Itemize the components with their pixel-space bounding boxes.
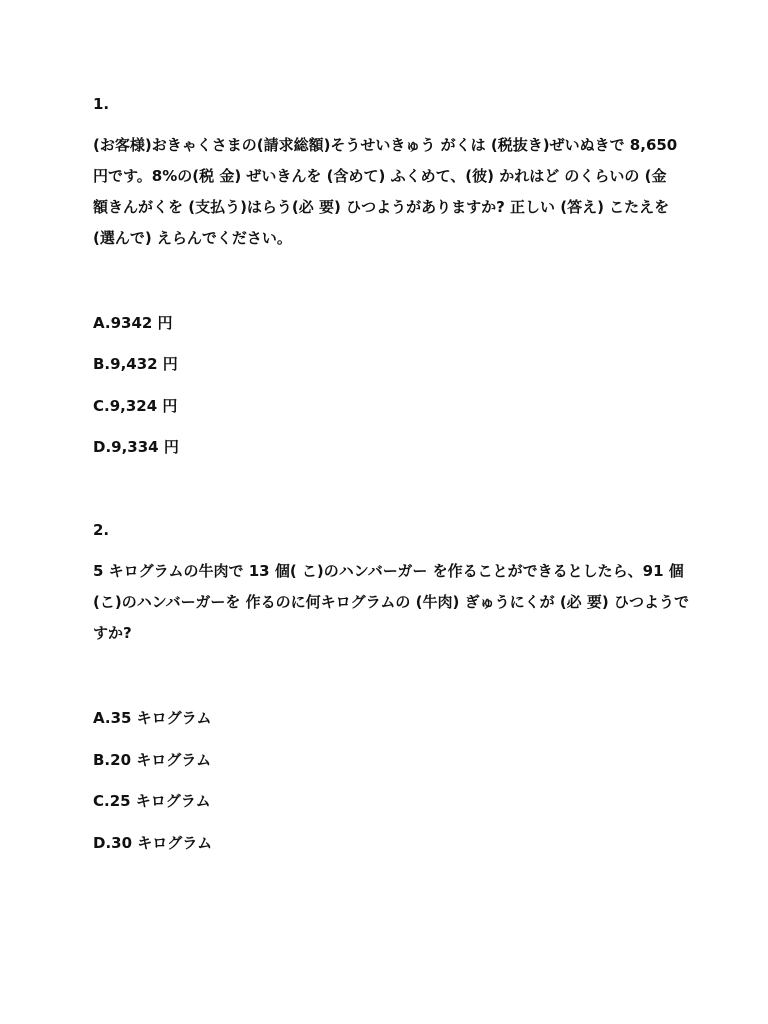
question-1-line-4: (選んで) えらんでください。 [93, 229, 292, 247]
question-1-line-1: (お客様)おきゃくさまの(請求総額)そうせいきゅう がくは (税抜き)ぜいぬきで 8,650 [93, 136, 678, 154]
question-1-option-c: C.9,324 円 [93, 397, 178, 415]
question-2-text [93, 556, 689, 649]
question-1-line-3: 額きんがくを (支払う)はらう(必 要) ひつようがありますか? 正しい (答え) こたえを [93, 198, 670, 216]
question-2-option-b: B.20 キログラム [93, 751, 212, 769]
question-1-line-2: 円です。8%の(税 金) ぜいきんを (含めて) ふくめて、(彼) かれはど のくらいの (金 [93, 167, 667, 185]
question-1-number: 1. [93, 95, 110, 113]
question-1-option-a: A.9342 円 [93, 314, 173, 332]
question-1-text [93, 130, 683, 254]
question-1-option-b: B.9,432 円 [93, 355, 178, 373]
question-2-line-3: すか? [93, 624, 132, 642]
question-2-option-d: D.30 キログラム [93, 834, 213, 852]
question-1-option-d: D.9,334 円 [93, 438, 179, 456]
question-2-option-c: C.25 キログラム [93, 792, 211, 810]
question-2-option-a: A.35 キログラム [93, 709, 212, 727]
question-2-number: 2. [93, 521, 110, 539]
question-2-line-1: 5 キログラムの牛肉で 13 個( こ)のハンバーガー を作ることができるとしたら、91 個 [93, 562, 684, 580]
question-2-line-2: (こ)のハンバーガーを 作るのに何キログラムの (牛肉) ぎゅうにくが (必 要) ひつようで [93, 593, 689, 611]
